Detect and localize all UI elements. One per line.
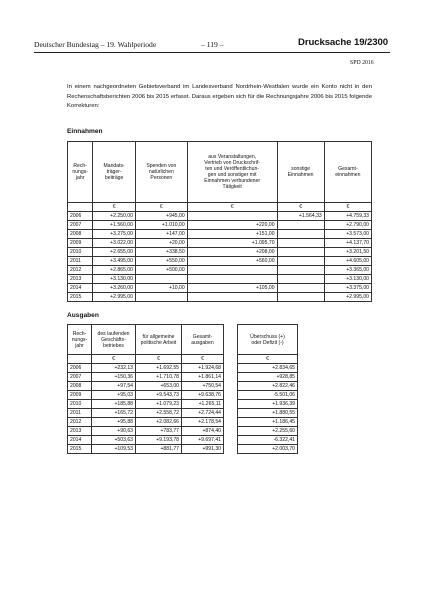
income-column-header: sonstige Einnahmen <box>277 142 324 203</box>
income-value-cell <box>277 221 324 230</box>
income-value-cell: +3.260,00 <box>93 284 136 293</box>
income-value-cell <box>187 212 277 221</box>
income-value-cell: +105,00 <box>187 284 277 293</box>
income-value-cell <box>187 266 277 275</box>
income-value-cell <box>135 275 187 284</box>
income-value-cell <box>277 266 324 275</box>
expenses-year-cell: 2007 <box>68 373 92 382</box>
expenses-value-cell: +2.822,46 <box>238 382 298 391</box>
income-heading: Einnahmen <box>67 128 103 135</box>
income-column-header: Gesamt- einnahmen <box>324 142 371 203</box>
expenses-value-cell: +90,63 <box>92 427 136 436</box>
expenses-heading: Ausgaben <box>67 312 99 319</box>
expenses-value-cell: +2.724,44 <box>182 409 224 418</box>
expenses-value-cell: +2.834,65 <box>238 364 298 373</box>
expenses-value-cell: +1.880,55 <box>238 409 298 418</box>
expenses-column-header: Rech- nungs- jahr <box>68 325 92 355</box>
income-column-header: Mandats- träger- beiträge <box>93 142 136 203</box>
income-row <box>68 221 372 230</box>
income-value-cell: +4.137,70 <box>324 239 371 248</box>
income-year-cell: 2014 <box>68 284 93 293</box>
income-value-cell: +3.201,50 <box>324 248 371 257</box>
income-value-cell: +208,00 <box>187 248 277 257</box>
income-row <box>68 266 372 275</box>
expenses-year-cell: 2009 <box>68 391 92 400</box>
expenses-value-cell: +2.082,66 <box>136 418 182 427</box>
income-value-cell: +3.022,00 <box>93 239 136 248</box>
income-column-header: Spenden von natürlichen Personen <box>135 142 187 203</box>
expenses-currency-cell <box>224 355 238 364</box>
expenses-value-cell: +1.924,68 <box>182 364 224 373</box>
income-value-cell: +1.564,33 <box>277 212 324 221</box>
expenses-column-header: für allgemeine politische Arbeit <box>136 325 182 355</box>
expenses-value-cell: +109,53 <box>92 445 136 454</box>
expenses-year-cell: 2012 <box>68 418 92 427</box>
income-value-cell: +500,00 <box>135 266 187 275</box>
expenses-column-header: Überschuss (+) oder Defizit (-) <box>238 325 298 355</box>
expenses-value-cell: +9.193,78 <box>136 436 182 445</box>
expenses-value-cell: +874,40 <box>182 427 224 436</box>
expenses-value-cell: +1.079,23 <box>136 400 182 409</box>
expenses-value-cell: -6.322,41 <box>238 436 298 445</box>
income-year-cell: 2009 <box>68 239 93 248</box>
income-value-cell: +560,00 <box>187 257 277 266</box>
income-row <box>68 230 372 239</box>
expenses-value-cell: +95,88 <box>92 418 136 427</box>
header-rule <box>34 52 390 53</box>
page-number: – 119 – <box>201 40 224 49</box>
expenses-column-header: des laufenden Geschäfts- betriebes <box>92 325 136 355</box>
document-number: Drucksache 19/2300 <box>298 37 388 48</box>
expenses-value-cell: +95,03 <box>92 391 136 400</box>
expenses-value-cell <box>224 418 238 427</box>
income-year-cell: 2006 <box>68 212 93 221</box>
income-column-header: Rech- nungs- jahr <box>68 142 93 203</box>
expenses-value-cell: +2.178,54 <box>182 418 224 427</box>
expenses-row <box>68 427 298 436</box>
expenses-value-cell: +1.692,55 <box>136 364 182 373</box>
expenses-year-cell: 2015 <box>68 445 92 454</box>
income-year-cell: 2015 <box>68 293 93 302</box>
income-value-cell: +3.130,00 <box>324 275 371 284</box>
expenses-value-cell: +503,63 <box>92 436 136 445</box>
expenses-value-cell: +9.697,41 <box>182 436 224 445</box>
income-currency-cell: € <box>187 203 277 212</box>
income-value-cell: +151,00 <box>187 230 277 239</box>
expenses-value-cell: +232,13 <box>92 364 136 373</box>
expenses-currency-cell: € <box>136 355 182 364</box>
income-currency-cell: € <box>324 203 371 212</box>
expenses-year-cell: 2008 <box>68 382 92 391</box>
expenses-value-cell: +1.265,11 <box>182 400 224 409</box>
income-currency-cell: € <box>135 203 187 212</box>
expenses-value-cell: +9.543,73 <box>136 391 182 400</box>
expenses-value-cell: +2.003,70 <box>238 445 298 454</box>
expenses-value-cell <box>224 391 238 400</box>
income-value-cell <box>187 293 277 302</box>
expenses-year-cell: 2006 <box>68 364 92 373</box>
expenses-column-header: Gesamt- ausgaben <box>182 325 224 355</box>
expenses-value-cell: +928,85 <box>238 373 298 382</box>
expenses-value-cell <box>224 373 238 382</box>
income-row <box>68 212 372 221</box>
expenses-table <box>67 324 298 454</box>
income-value-cell: +4.605,00 <box>324 257 371 266</box>
expenses-row <box>68 445 298 454</box>
income-row <box>68 275 372 284</box>
expenses-value-cell: +653,00 <box>136 382 182 391</box>
expenses-value-cell: +1.861,14 <box>182 373 224 382</box>
income-value-cell <box>135 293 187 302</box>
income-value-cell <box>277 275 324 284</box>
income-row <box>68 239 372 248</box>
expenses-row <box>68 418 298 427</box>
expenses-currency-cell: € <box>92 355 136 364</box>
income-value-cell: +3.375,00 <box>324 284 371 293</box>
expenses-currency-cell: € <box>182 355 224 364</box>
income-year-cell: 2011 <box>68 257 93 266</box>
income-value-cell: +220,00 <box>187 221 277 230</box>
expenses-value-cell: +881,77 <box>136 445 182 454</box>
income-value-cell: +945,00 <box>135 212 187 221</box>
expenses-value-cell: +1.710,78 <box>136 373 182 382</box>
expenses-value-cell <box>224 409 238 418</box>
income-value-cell <box>277 239 324 248</box>
expenses-value-cell: -5.501,06 <box>238 391 298 400</box>
income-column-header: aus Veranstaltungen, Vertrieb von Druckschrif- ten und Veröffentlichun- gen und sonstiger mit Einnahmen verbundener Tätigkeit <box>187 142 277 203</box>
income-value-cell <box>277 257 324 266</box>
income-value-cell: +550,00 <box>135 257 187 266</box>
income-value-cell: +1.560,00 <box>93 221 136 230</box>
income-value-cell: +1.010,00 <box>135 221 187 230</box>
income-value-cell: +3.365,00 <box>324 266 371 275</box>
expenses-year-cell: 2011 <box>68 409 92 418</box>
document-series: Deutscher Bundestag – 19. Wahlperiode <box>34 40 157 49</box>
expenses-row <box>68 382 298 391</box>
income-table <box>67 141 372 302</box>
income-value-cell: +20,00 <box>135 239 187 248</box>
income-currency-cell: € <box>93 203 136 212</box>
expenses-row <box>68 391 298 400</box>
expenses-row <box>68 364 298 373</box>
income-value-cell: +2.995,00 <box>93 293 136 302</box>
income-value-cell <box>277 284 324 293</box>
expenses-value-cell <box>224 400 238 409</box>
expenses-value-cell <box>224 436 238 445</box>
expenses-value-cell: +165,72 <box>92 409 136 418</box>
income-value-cell: +3.275,00 <box>93 230 136 239</box>
income-value-cell: +3.573,00 <box>324 230 371 239</box>
income-value-cell: +338,50 <box>135 248 187 257</box>
expenses-value-cell: +1.186,45 <box>238 418 298 427</box>
expenses-row <box>68 373 298 382</box>
income-value-cell: +2.790,00 <box>324 221 371 230</box>
income-value-cell: +2.655,00 <box>93 248 136 257</box>
expenses-year-cell: 2013 <box>68 427 92 436</box>
expenses-value-cell <box>224 364 238 373</box>
income-value-cell: +2.865,00 <box>93 266 136 275</box>
income-value-cell: +10,00 <box>135 284 187 293</box>
income-currency-cell: € <box>277 203 324 212</box>
expenses-value-cell: +783,77 <box>136 427 182 436</box>
income-year-cell: 2013 <box>68 275 93 284</box>
expenses-value-cell: +750,54 <box>182 382 224 391</box>
income-value-cell: +2.995,00 <box>324 293 371 302</box>
expenses-value-cell: +2.558,72 <box>136 409 182 418</box>
income-currency-cell <box>68 203 93 212</box>
expenses-row <box>68 409 298 418</box>
expenses-currency-cell: € <box>238 355 298 364</box>
expenses-value-cell: +97,54 <box>92 382 136 391</box>
income-value-cell <box>277 248 324 257</box>
income-value-cell <box>277 230 324 239</box>
expenses-currency-cell <box>68 355 92 364</box>
intro-paragraph: In einem nachgeordneten Gebietsverband im Landesverband Nordrhein-Westfalen wurde ein Konto nicht in den Rechenschaftsberichten 2006 bis 2015 erfasst. Daraus ergeben sich für die Rechnungsjahre 2006 bis 2015 folgende Korrekturen: <box>67 84 372 110</box>
income-value-cell: +2.250,00 <box>93 212 136 221</box>
expenses-value-cell: +9.638,76 <box>182 391 224 400</box>
expenses-value-cell: +185,88 <box>92 400 136 409</box>
income-year-cell: 2010 <box>68 248 93 257</box>
expenses-value-cell: +2.255,60 <box>238 427 298 436</box>
expenses-value-cell: +991,30 <box>182 445 224 454</box>
income-value-cell: +147,00 <box>135 230 187 239</box>
income-value-cell: +3.130,00 <box>93 275 136 284</box>
income-year-cell: 2012 <box>68 266 93 275</box>
income-value-cell <box>187 275 277 284</box>
expenses-row <box>68 400 298 409</box>
expenses-value-cell <box>224 382 238 391</box>
expenses-value-cell <box>224 445 238 454</box>
expenses-year-cell: 2014 <box>68 436 92 445</box>
income-value-cell: +4.759,33 <box>324 212 371 221</box>
expenses-value-cell: +1.936,39 <box>238 400 298 409</box>
party-label: SPD 2016 <box>350 60 374 66</box>
income-value-cell <box>277 293 324 302</box>
income-row <box>68 293 372 302</box>
expenses-row <box>68 436 298 445</box>
expenses-year-cell: 2010 <box>68 400 92 409</box>
income-value-cell: +3.495,00 <box>93 257 136 266</box>
income-year-cell: 2007 <box>68 221 93 230</box>
income-year-cell: 2008 <box>68 230 93 239</box>
income-row <box>68 248 372 257</box>
expenses-column-header <box>224 325 238 355</box>
income-row <box>68 257 372 266</box>
expenses-value-cell <box>224 427 238 436</box>
expenses-value-cell: +150,36 <box>92 373 136 382</box>
income-value-cell: +1.095,70 <box>187 239 277 248</box>
income-row <box>68 284 372 293</box>
